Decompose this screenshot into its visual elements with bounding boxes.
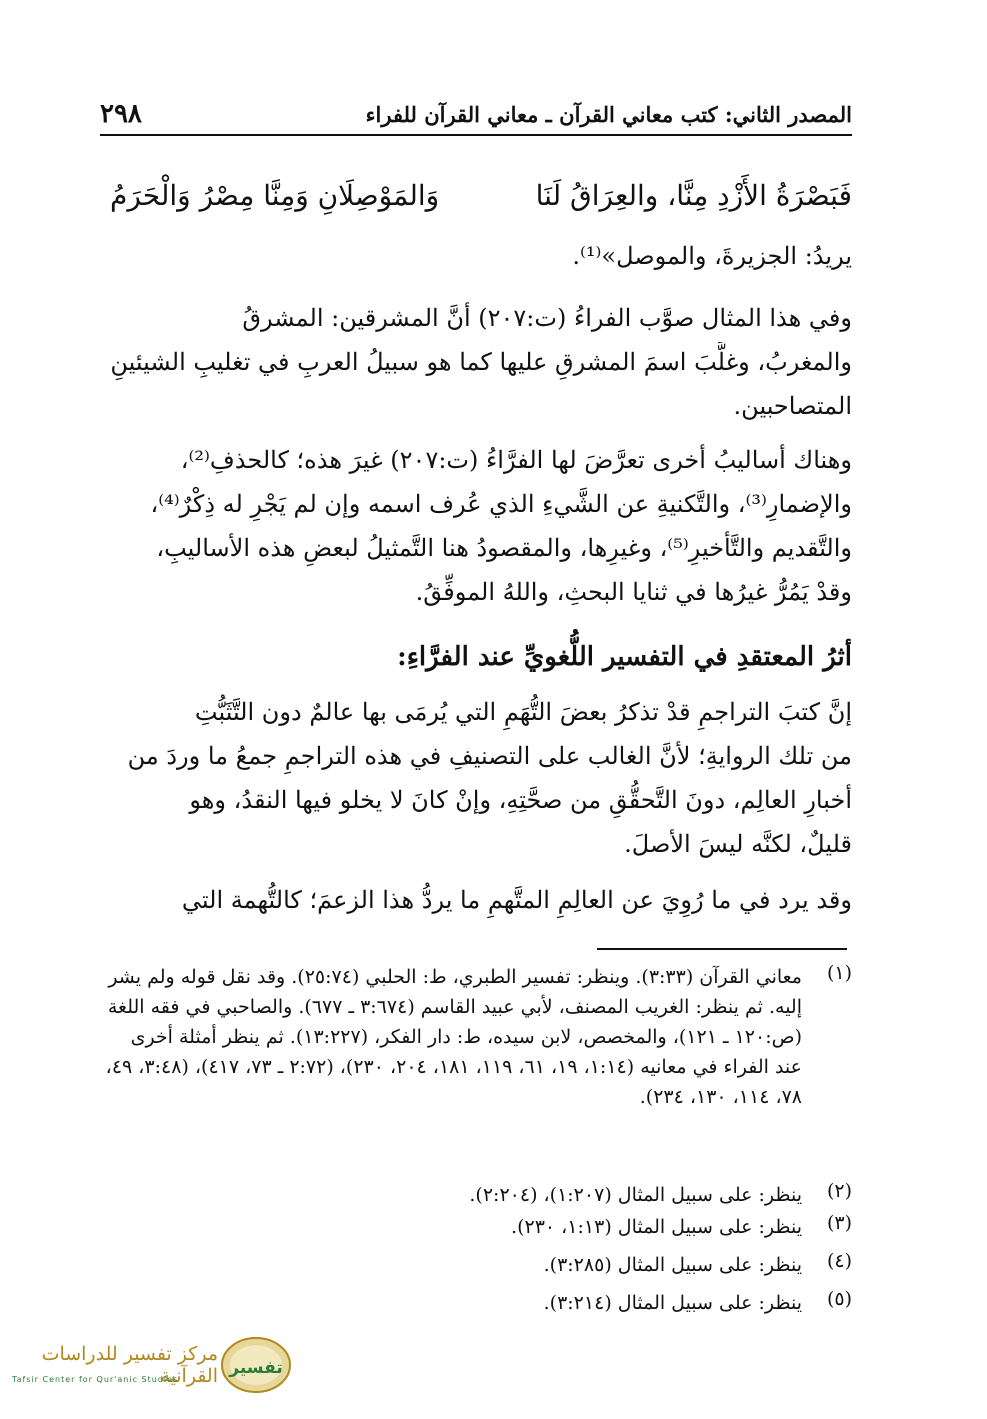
poem-hemistich-1: فَبَصْرَةُ الأَزْدِ مِنَّا، والعِرَاقُ لَنَا bbox=[535, 178, 852, 212]
poem-verse bbox=[110, 170, 852, 220]
body-line: وفي هذا المثال صوَّب الفراءُ (ت:٢٠٧) أنَّ المشرقين: المشرقُ bbox=[242, 304, 852, 332]
body-line: يريدُ: الجزيرةَ، والموصل»⁽¹⁾. bbox=[572, 242, 852, 270]
footnote-text: ينظر: على سبيل المثال (١:٢٠٧)، (٢:٢٠٤). bbox=[469, 1184, 802, 1206]
logo-text: مركز تفسير للدراسات القرآنية bbox=[41, 1343, 218, 1387]
body-line: إنَّ كتبَ التراجمِ قدْ تذكرُ بعضَ التُّهَمِ التي يُرمَى بها عالمٌ دون التَّثَبُّتِ bbox=[194, 698, 852, 726]
footnote-text: ينظر: على سبيل المثال (١:١٣، ٢٣٠). bbox=[511, 1216, 802, 1238]
body-line: المتصاحبين. bbox=[733, 392, 852, 420]
footnote bbox=[100, 1180, 852, 1210]
body-line: وقدْ يَمُرُّ غيرُها في ثنايا البحثِ، واللهُ الموفِّقُ. bbox=[415, 578, 852, 606]
footnote-number: (٣) bbox=[826, 1212, 852, 1234]
section-heading: أثرُ المعتقدِ في التفسير اللُّغويِّ عند الفرَّاءِ: bbox=[397, 642, 852, 672]
footnote-text: ينظر: على سبيل المثال (٣:٢٨٥). bbox=[543, 1254, 802, 1276]
body-line: قليلٌ، لكنَّه ليسَ الأصلَ. bbox=[624, 830, 852, 858]
footnote bbox=[100, 1250, 852, 1280]
footnote bbox=[100, 962, 852, 1112]
center-logo bbox=[0, 1335, 300, 1405]
page-number: ٢٩٨ bbox=[100, 99, 142, 129]
body-line: أخبارِ العالِم، دونَ التَّحقُّقِ من صحَّتِهِ، وإنْ كانَ لا يخلو فيها النقدُ، وهو bbox=[189, 786, 852, 814]
body-line: وقد يرد في ما رُوِيَ عن العالِمِ المتَّهمِ ما يردُّ هذا الزعمَ؛ كالتُّهمة التي bbox=[181, 886, 852, 914]
logo-subtitle: Tafsir Center for Qur'anic Studies bbox=[12, 1375, 179, 1384]
footnote bbox=[100, 1212, 852, 1242]
footnote bbox=[100, 1288, 852, 1318]
header-title: المصدر الثاني: كتب معاني القرآن ـ معاني القرآن للفراء bbox=[365, 101, 852, 127]
body-line: والإضمارِ⁽³⁾، والتَّكنيةِ عن الشَّيءِ الذي عُرف اسمه وإن لم يَجْرِ له ذِكْرٌ⁽⁴⁾، bbox=[150, 490, 852, 518]
footnote-text: معاني القرآن (٣:٣٣). وينظر: تفسير الطبري، ط: الحلبي (٢٥:٧٤). وقد نقل قوله ولم يشر إليه. ثم ينظر: الغريب المصنف، لأبي عبيد القاسم (٣:٦٧٤ ـ ٦٧٧). والصاحبي في فقه اللغة (ص:١٢٠ ـ ١٢١)، والمخصص، لابن سيده، ط: دار الفكر، (١٣:٢٢٧). ثم ينظر أمثلة أخرى عند الفراء في معانيه (١:١٤، ١٩، ٦١، ١١٩، ١٨١، ٢٠٤، ٢٣٠)، (٢:٧٢ ـ ٧٣، ٤١٧)، (٣:٤٨، ٤٩، ٧٨، ١١٤، ١٣٠، ٢٣٤). bbox=[105, 966, 802, 1108]
logo-badge-text: تفسير bbox=[229, 1358, 283, 1378]
footnote-text: ينظر: على سبيل المثال (٣:٢١٤). bbox=[543, 1292, 802, 1314]
body-line: والتَّقديم والتَّأخيرِ⁽⁵⁾، وغيرِها، والمقصودُ هنا التَّمثيلُ لبعضِ هذه الأساليبِ، bbox=[156, 534, 852, 562]
page-header bbox=[100, 94, 852, 136]
footnote-number: (٥) bbox=[826, 1288, 852, 1310]
body-line: من تلك الروايةِ؛ لأنَّ الغالب على التصنيفِ في هذه التراجمِ جمعُ ما وردَ من bbox=[127, 742, 852, 770]
footnote-number: (٢) bbox=[826, 1180, 852, 1202]
footnote-number: (١) bbox=[826, 962, 852, 984]
footnote-separator bbox=[597, 948, 847, 950]
footnote-number: (٤) bbox=[826, 1250, 852, 1272]
body-line: وهناك أساليبُ أخرى تعرَّضَ لها الفرَّاءُ (ت:٢٠٧) غيرَ هذه؛ كالحذفِ⁽²⁾، bbox=[180, 446, 852, 474]
quran-book-icon bbox=[220, 1335, 292, 1397]
body-line: والمغربُ، وغلَّبَ اسمَ المشرقِ عليها كما هو سبيلُ العربِ في تغليبِ الشيئينِ bbox=[110, 348, 852, 376]
poem-hemistich-2: وَالمَوْصِلَانِ وَمِنَّا مِصْرُ وَالْحَرَمُ bbox=[110, 178, 440, 212]
